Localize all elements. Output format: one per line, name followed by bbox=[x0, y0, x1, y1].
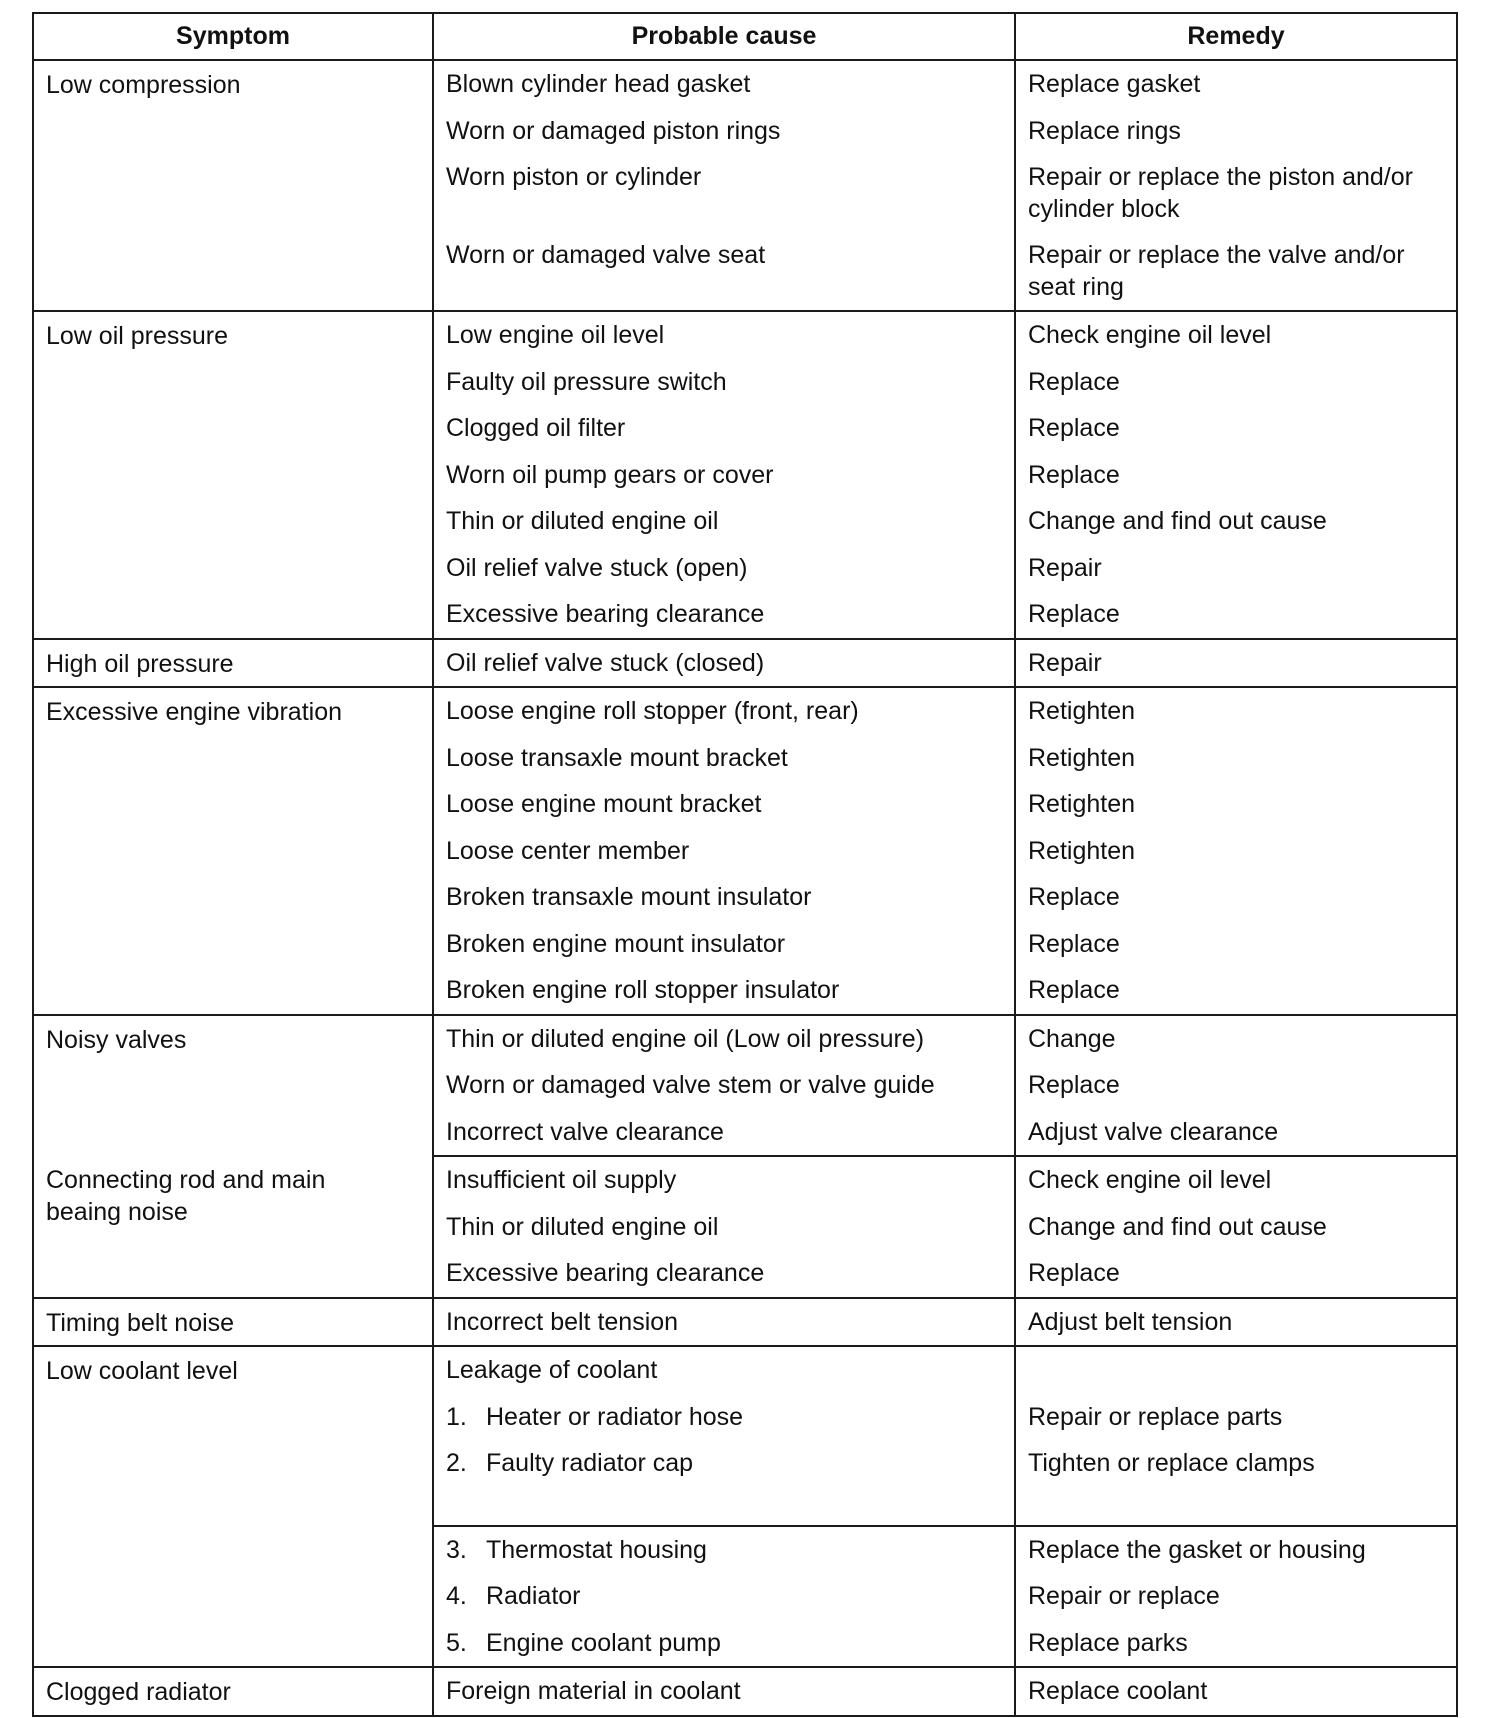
remedy-cell bbox=[1015, 1526, 1457, 1668]
symptom-cell bbox=[33, 1156, 433, 1298]
cause-item: Loose engine roll stopper (front, rear) bbox=[446, 697, 859, 725]
cause-item: Excessive bearing clearance bbox=[446, 1259, 765, 1287]
cause-item: Worn or damaged valve stem or valve guide bbox=[446, 1071, 935, 1099]
cause-item: Insufficient oil supply bbox=[446, 1166, 677, 1194]
remedy-cell bbox=[1015, 639, 1457, 688]
cause-item bbox=[434, 1527, 1014, 1574]
remedy-item: Change bbox=[1028, 1024, 1116, 1053]
item-number: 2. bbox=[446, 1449, 467, 1477]
item-number: 1. bbox=[446, 1402, 467, 1431]
header-symptom: Symptom bbox=[33, 13, 433, 60]
cause-cell bbox=[433, 1346, 1015, 1526]
cause-item: Thin or diluted engine oil bbox=[446, 507, 719, 535]
remedy-item: Retighten bbox=[1028, 836, 1136, 865]
cause-item: Broken engine mount insulator bbox=[446, 929, 786, 958]
remedy-cell bbox=[1015, 1667, 1457, 1716]
troubleshooting-table bbox=[32, 12, 1458, 1717]
cause-item: Worn or damaged piston rings bbox=[446, 116, 781, 145]
remedy-item: Replace bbox=[1028, 976, 1120, 1004]
symptom-cell bbox=[33, 1346, 433, 1667]
cause-cell bbox=[433, 60, 1015, 311]
remedy-item: Repair or replace parts bbox=[1028, 1402, 1283, 1431]
cause-item: Broken transaxle mount insulator bbox=[446, 883, 812, 911]
remedy-item: Repair bbox=[1028, 553, 1102, 582]
table-row bbox=[33, 1346, 1457, 1526]
cause-item bbox=[434, 1620, 1014, 1667]
cause-cell bbox=[433, 687, 1015, 1015]
remedy-item: Retighten bbox=[1028, 743, 1136, 772]
remedy-item: Replace coolant bbox=[1028, 1677, 1208, 1705]
remedy-item: Replace bbox=[1028, 367, 1120, 396]
remedy-item: Replace gasket bbox=[1028, 70, 1201, 98]
remedy-item: Repair or replace the piston and/or cylinder block bbox=[1028, 163, 1413, 223]
cause-text: Radiator bbox=[486, 1582, 581, 1610]
remedy-item: Check engine oil level bbox=[1028, 1166, 1272, 1194]
cause-item: Faulty oil pressure switch bbox=[446, 367, 727, 396]
cause-cell bbox=[433, 311, 1015, 639]
remedy-cell bbox=[1015, 311, 1457, 639]
remedy-item: Replace parks bbox=[1028, 1628, 1188, 1657]
cause-text: Leakage of coolant bbox=[446, 1356, 658, 1384]
cause-item: Low engine oil level bbox=[446, 321, 665, 349]
cause-item: Incorrect valve clearance bbox=[446, 1117, 724, 1146]
table-row bbox=[33, 1298, 1457, 1347]
symptom-cell bbox=[33, 639, 433, 688]
symptom-cell bbox=[33, 60, 433, 311]
cause-cell bbox=[433, 1298, 1015, 1347]
header-remedy: Remedy bbox=[1015, 13, 1457, 60]
cause-item: Clogged oil filter bbox=[446, 414, 626, 442]
cause-item: Loose engine mount bracket bbox=[446, 790, 762, 818]
remedy-cell bbox=[1015, 60, 1457, 311]
table-row bbox=[33, 1015, 1457, 1157]
item-number: 4. bbox=[446, 1582, 467, 1610]
cause-item: Oil relief valve stuck (open) bbox=[446, 553, 748, 582]
remedy-item: Adjust belt tension bbox=[1028, 1307, 1233, 1336]
cause-item: Thin or diluted engine oil bbox=[446, 1212, 719, 1241]
remedy-item: Replace bbox=[1028, 929, 1120, 958]
cause-item: Blown cylinder head gasket bbox=[446, 70, 751, 98]
remedy-item: Replace bbox=[1028, 1071, 1120, 1099]
cause-item: Loose transaxle mount bracket bbox=[446, 743, 788, 772]
remedy-item: Repair bbox=[1028, 648, 1102, 677]
remedy-item: Change and find out cause bbox=[1028, 1212, 1327, 1241]
cause-item: Loose center member bbox=[446, 836, 690, 865]
table-row bbox=[33, 639, 1457, 688]
remedy-item: Replace bbox=[1028, 600, 1120, 628]
symptom-text: Connecting rod and main beaing noise bbox=[46, 1166, 326, 1226]
remedy-cell bbox=[1015, 1015, 1457, 1157]
remedy-item: Retighten bbox=[1028, 790, 1136, 818]
remedy-item: Check engine oil level bbox=[1028, 321, 1272, 349]
spacer bbox=[434, 1487, 1014, 1525]
cause-cell bbox=[433, 1015, 1015, 1157]
header-row bbox=[33, 13, 1457, 60]
remedy-item: Change and find out cause bbox=[1028, 507, 1327, 535]
remedy-item: Adjust valve clearance bbox=[1028, 1117, 1279, 1146]
cause-item bbox=[434, 1440, 1014, 1487]
remedy-item bbox=[1016, 1347, 1456, 1394]
item-number: 3. bbox=[446, 1535, 467, 1564]
cause-item: Oil relief valve stuck (closed) bbox=[446, 648, 765, 677]
cause-item bbox=[434, 1573, 1014, 1620]
remedy-item: Repair or replace bbox=[1028, 1582, 1220, 1610]
cause-item: Excessive bearing clearance bbox=[446, 600, 765, 628]
remedy-cell bbox=[1015, 687, 1457, 1015]
spacer bbox=[1016, 1487, 1456, 1525]
symptom-cell bbox=[33, 1298, 433, 1347]
symptom-text: Noisy valves bbox=[46, 1025, 187, 1054]
table-row bbox=[33, 60, 1457, 311]
cause-item: Foreign material in coolant bbox=[446, 1677, 741, 1705]
cause-item: Thin or diluted engine oil (Low oil pressure) bbox=[446, 1024, 925, 1053]
symptom-text: High oil pressure bbox=[46, 649, 234, 678]
remedy-cell bbox=[1015, 1346, 1457, 1526]
remedy-item: Replace bbox=[1028, 1259, 1120, 1287]
cause-item bbox=[434, 1347, 1014, 1394]
symptom-text: Clogged radiator bbox=[46, 1678, 231, 1706]
symptom-text: Excessive engine vibration bbox=[46, 698, 342, 726]
cause-text: Engine coolant pump bbox=[486, 1628, 721, 1657]
remedy-item: Replace bbox=[1028, 414, 1120, 442]
item-number: 5. bbox=[446, 1628, 467, 1657]
symptom-text: Low oil pressure bbox=[46, 322, 229, 350]
table-row bbox=[33, 311, 1457, 639]
cause-item: Worn oil pump gears or cover bbox=[446, 460, 774, 489]
remedy-item: Tighten or replace clamps bbox=[1028, 1449, 1315, 1477]
remedy-cell bbox=[1015, 1298, 1457, 1347]
cause-cell bbox=[433, 639, 1015, 688]
table-row bbox=[33, 1667, 1457, 1716]
cause-text: Heater or radiator hose bbox=[486, 1402, 744, 1431]
remedy-item: Replace the gasket or housing bbox=[1028, 1535, 1366, 1564]
cause-cell bbox=[433, 1667, 1015, 1716]
cause-item: Broken engine roll stopper insulator bbox=[446, 976, 840, 1004]
symptom-text: Low coolant level bbox=[46, 1357, 238, 1385]
cause-cell bbox=[433, 1526, 1015, 1668]
remedy-cell bbox=[1015, 1156, 1457, 1298]
cause-item: Incorrect belt tension bbox=[446, 1307, 679, 1336]
symptom-cell bbox=[33, 311, 433, 639]
table-row bbox=[33, 1156, 1457, 1298]
symptom-text: Low compression bbox=[46, 71, 241, 99]
cause-cell bbox=[433, 1156, 1015, 1298]
symptom-text: Timing belt noise bbox=[46, 1308, 235, 1337]
remedy-item: Retighten bbox=[1028, 697, 1136, 725]
symptom-cell bbox=[33, 687, 433, 1015]
cause-item: Worn piston or cylinder bbox=[446, 163, 702, 191]
remedy-item: Repair or replace the valve and/or seat ring bbox=[1028, 241, 1405, 301]
cause-item bbox=[434, 1394, 1014, 1441]
troubleshooting-page bbox=[32, 12, 1456, 1717]
remedy-item: Replace bbox=[1028, 460, 1120, 489]
cause-text: Thermostat housing bbox=[486, 1535, 707, 1564]
symptom-cell bbox=[33, 1667, 433, 1716]
table-row bbox=[33, 687, 1457, 1015]
header-probable-cause: Probable cause bbox=[433, 13, 1015, 60]
symptom-cell bbox=[33, 1015, 433, 1157]
remedy-item: Replace rings bbox=[1028, 116, 1181, 145]
cause-item: Worn or damaged valve seat bbox=[446, 241, 766, 269]
remedy-item: Replace bbox=[1028, 883, 1120, 911]
cause-text: Faulty radiator cap bbox=[486, 1449, 694, 1477]
